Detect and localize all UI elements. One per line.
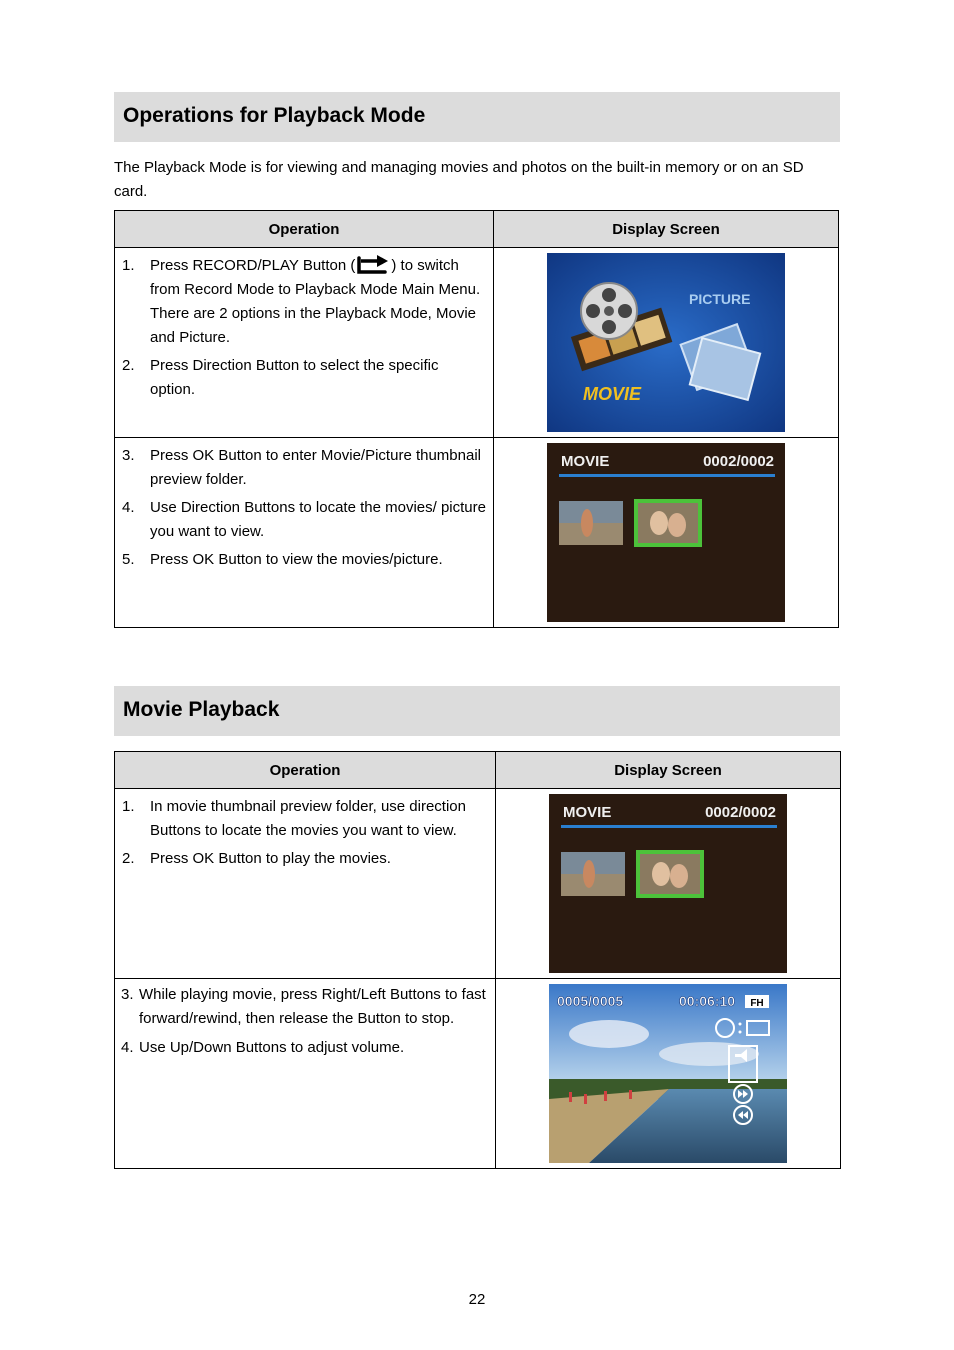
thumbnail-selected <box>634 499 702 547</box>
thumbnail-selected <box>636 850 704 898</box>
intro-paragraph: The Playback Mode is for viewing and managing movies and photos on the built-in memory or on an SD card. <box>114 159 804 200</box>
list-item: 2. Press OK Button to play the movies. <box>122 850 391 867</box>
column-header-display-screen: Display Screen <box>494 211 839 248</box>
section-header-playback-mode <box>114 92 840 142</box>
screen-title: MOVIE <box>561 453 610 470</box>
screen-counter: 0002/0002 <box>705 804 776 821</box>
screen-counter: 0002/0002 <box>703 453 774 470</box>
playback-main-menu-screen <box>547 253 785 432</box>
list-item: 3. Press OK Button to enter Movie/Picture thumbnail preview folder. <box>122 447 481 488</box>
list-item: 1. Press RECORD/PLAY Button ( ) to switch from Record Mode to Playback Mode Main Menu. There are 2 options in the Playback Mode, Movie and Picture. <box>115 254 487 350</box>
thumbnail-beach <box>559 501 623 545</box>
table-row <box>115 789 841 979</box>
display-screen-cell <box>496 789 841 979</box>
list-item: 3. While playing movie, press Right/Left Buttons to fast forward/rewind, then release the Button to stop. <box>121 986 486 1027</box>
table-row <box>115 248 839 438</box>
column-header-display-screen: Display Screen <box>496 752 841 789</box>
movie-thumbnail-screen <box>549 794 787 973</box>
thumbnail-beach <box>561 852 625 896</box>
movie-playing-screen <box>549 984 787 1163</box>
operation-cell <box>115 979 496 1169</box>
playback-counter: 0005/0005 <box>557 993 624 1009</box>
column-header-operation: Operation <box>115 752 496 789</box>
page-number: 22 <box>468 1291 486 1308</box>
list-item: 2. Press Direction Button to select the specific option. <box>122 357 439 398</box>
screen-title: MOVIE <box>563 804 612 821</box>
operation-cell <box>115 789 496 979</box>
film-reel-icon <box>581 283 637 339</box>
list-item: 1. In movie thumbnail preview folder, use direction Buttons to locate the movies you want to view. <box>122 798 466 839</box>
table-header-row <box>115 752 841 789</box>
record-play-button-icon <box>355 254 391 276</box>
list-item: 4. Use Up/Down Buttons to adjust volume. <box>121 1039 405 1056</box>
operation-cell <box>115 248 494 438</box>
table-row <box>115 979 841 1169</box>
quality-badge: FH <box>750 998 764 1009</box>
list-item: 5. Press OK Button to view the movies/picture. <box>122 551 443 568</box>
picture-option-label: PICTURE <box>689 291 751 307</box>
table-header-row <box>115 211 839 248</box>
movie-option-label: MOVIE <box>583 384 642 404</box>
display-screen-cell <box>494 248 839 438</box>
movie-thumbnail-screen <box>547 443 785 622</box>
movie-playback-table <box>114 751 841 1169</box>
list-item: 4. Use Direction Buttons to locate the movies/ picture you want to view. <box>122 499 486 540</box>
section-title: Movie Playback <box>123 698 280 721</box>
playback-mode-table <box>114 210 839 628</box>
column-header-operation: Operation <box>115 211 494 248</box>
display-screen-cell <box>494 438 839 628</box>
section-header-movie-playback <box>114 686 840 736</box>
playback-time: 00:06:10 <box>679 993 736 1009</box>
section-title: Operations for Playback Mode <box>123 104 426 127</box>
display-screen-cell <box>496 979 841 1169</box>
table-row <box>115 438 839 628</box>
operation-cell <box>115 438 494 628</box>
